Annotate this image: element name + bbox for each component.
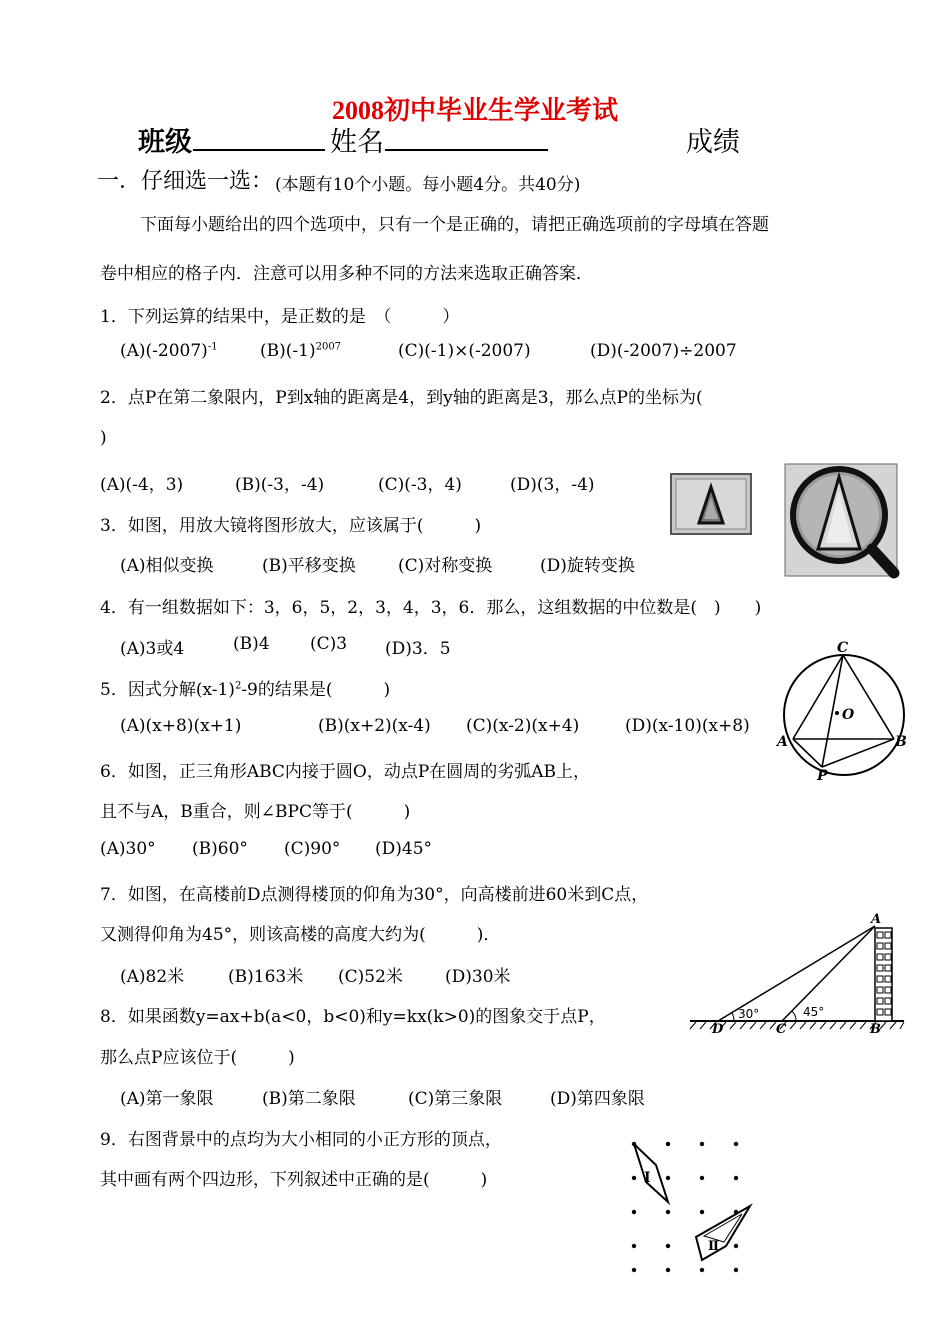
label-o: O <box>842 707 855 723</box>
instructions-line2: 卷中相应的格子内．注意可以用多种不同的方法来选取正确答案． <box>100 264 593 284</box>
section-note: (本题有10个小题。每小题4分。共40分) <box>275 175 581 195</box>
q1-option-c: (C)(-1)×(-2007) <box>398 341 531 361</box>
q3-stem: 3．如图，用放大镜将图形放大，应该属于( ) <box>100 516 482 536</box>
q6-stem-line1: 6．如图，正三角形ABC内接于圆O，动点P在圆周的劣弧AB上， <box>100 762 591 782</box>
class-blank[interactable] <box>193 149 325 151</box>
instructions-line1: 下面每小题给出的四个选项中，只有一个是正确的，请把正确选项前的字母填在答题 <box>140 215 769 235</box>
label-d: D <box>712 1022 724 1034</box>
q2-stem-line2: ) <box>100 428 107 448</box>
q7-option-b: (B)163米 <box>228 967 304 987</box>
q2-option-d: (D)(3，-4) <box>510 475 595 495</box>
q7-option-d: (D)30米 <box>445 967 511 987</box>
q6-option-a: (A)30° <box>100 839 156 859</box>
q5-option-a: (A)(x+8)(x+1) <box>120 716 242 736</box>
label-a-top: A <box>871 912 882 927</box>
label-a: A <box>777 734 788 750</box>
magnifier-figure <box>784 463 900 579</box>
name-blank[interactable] <box>385 149 548 151</box>
q7-option-c: (C)52米 <box>338 967 403 987</box>
name-label: 姓名 <box>330 127 384 158</box>
q7-option-a: (A)82米 <box>120 967 185 987</box>
q2-stem-line1: 2．点P在第二象限内，P到x轴的距离是4，到y轴的距离是3，那么点P的坐标为( <box>100 388 703 408</box>
q9-stem-line2: 其中画有两个四边形，下列叙述中正确的是( ) <box>100 1170 488 1190</box>
q1-option-a: $(A)(-2007)^{-1}$ <box>120 341 218 361</box>
label-angle-30: 30° <box>738 1007 760 1021</box>
q1-stem: 1．下列运算的结果中，是正数的是 （ ） <box>100 307 460 327</box>
q5-stem: 5．因式分解$(x-1)^2-9$的结果是( ) <box>100 680 391 700</box>
q4-option-d: (D)3．5 <box>385 639 451 659</box>
q1-option-b: $(B)(-1)^{2007}$ <box>260 341 342 361</box>
q6-stem-line2: 且不与A，B重合，则∠BPC等于( ) <box>100 802 411 822</box>
q4-option-b: (B)4 <box>233 634 270 654</box>
q2-option-c: (C)(-3，4) <box>378 475 462 495</box>
q3-option-b: (B)平移变换 <box>262 556 356 576</box>
q4-option-c: (C)3 <box>310 634 348 654</box>
q2-option-b: (B)(-3，-4) <box>235 475 325 495</box>
label-c-ground: C <box>776 1022 787 1034</box>
page-title: 2008初中毕业生学业考试 <box>331 96 618 125</box>
q5-option-c: (C)(x-2)(x+4) <box>466 716 580 736</box>
q3-option-c: (C)对称变换 <box>398 556 493 576</box>
class-label: 班级 <box>138 127 192 158</box>
shape-label-two: Ⅱ <box>708 1239 719 1254</box>
q4-stem: 4．有一组数据如下：3，6，5，2，3，4，3，6．那么，这组数据的中位数是( ) ) <box>100 598 762 618</box>
q7-stem-line2: 又测得仰角为45°，则该高楼的高度大约为( )． <box>100 925 501 945</box>
label-c: C <box>837 640 849 656</box>
label-angle-45: 45° <box>803 1005 825 1019</box>
label-p: P <box>817 768 828 780</box>
q6-option-d: (D)45° <box>375 839 433 859</box>
q6-option-c: (C)90° <box>284 839 341 859</box>
q4-option-a: (A)3或4 <box>120 639 185 659</box>
score-label: 成绩 <box>686 127 740 158</box>
q9-stem-line1: 9．右图背景中的点均为大小相同的小正方形的顶点， <box>100 1130 502 1150</box>
small-triangle-figure <box>670 473 752 535</box>
building-figure <box>686 908 908 1034</box>
label-b-ground: B <box>870 1022 881 1034</box>
q8-option-d: (D)第四象限 <box>550 1089 645 1109</box>
section-heading: 一．仔细选一选： <box>97 169 274 194</box>
q5-option-d: (D)(x-10)(x+8) <box>625 716 750 736</box>
label-b: B <box>895 734 907 750</box>
q8-stem-line2: 那么点P应该位于( ) <box>100 1048 295 1068</box>
q8-option-b: (B)第二象限 <box>262 1089 356 1109</box>
q3-option-a: (A)相似变换 <box>120 556 214 576</box>
q8-option-a: (A)第一象限 <box>120 1089 214 1109</box>
shape-label-one: I <box>644 1170 651 1186</box>
q2-option-a: (A)(-4，3) <box>100 475 184 495</box>
inscribed-triangle-figure <box>774 640 914 780</box>
q1-option-d: (D)(-2007)÷2007 <box>590 341 737 361</box>
dot-grid-figure <box>620 1130 770 1280</box>
q6-option-b: (B)60° <box>192 839 248 859</box>
q7-stem-line1: 7．如图，在高楼前D点测得楼顶的仰角为30°，向高楼前进60米到C点， <box>100 885 649 905</box>
q8-stem-line1: 8．如果函数y=ax+b(a<0，b<0)和y=kx(k>0)的图象交于点P， <box>100 1007 606 1027</box>
q8-option-c: (C)第三象限 <box>408 1089 503 1109</box>
q3-option-d: (D)旋转变换 <box>540 556 635 576</box>
q5-option-b: (B)(x+2)(x-4) <box>318 716 431 736</box>
